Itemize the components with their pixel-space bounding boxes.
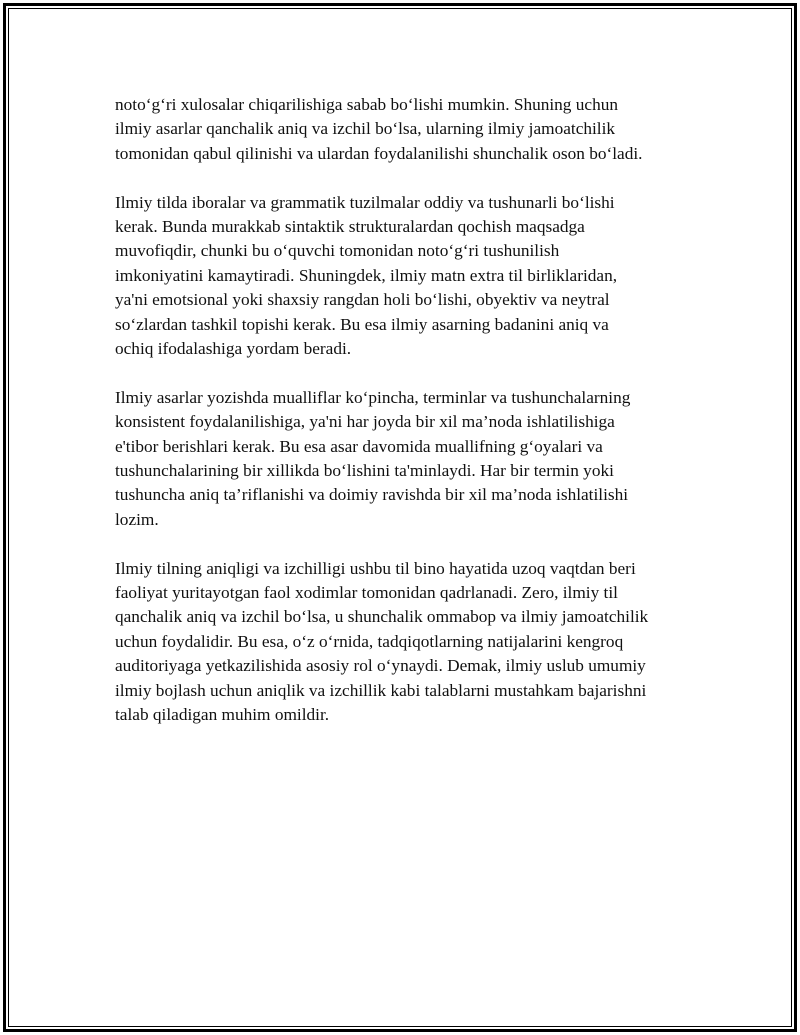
paragraph-3 xyxy=(115,386,695,532)
text-line: qanchalik aniq va izchil bo‘lsa, u shunchalik ommabop va ilmiy jamoatchilik xyxy=(115,607,649,627)
text-line: muvofiqdir, chunki bu o‘quvchi tomonidan noto‘g‘ri tushunilish xyxy=(115,241,560,261)
text-line: uchun foydalidir. Bu esa, o‘z o‘rnida, tadqiqotlarning natijalarini kengroq xyxy=(115,631,624,651)
text-line: auditoriyaga yetkazilishida asosiy rol o‘ynaydi. Demak, ilmiy uslub umumiy xyxy=(115,656,646,676)
text-line: tushuncha aniq ta’riflanishi va doimiy ravishda bir xil ma’noda ishlatilishi xyxy=(115,485,629,505)
text-line: Ilmiy tilda iboralar va grammatik tuzilmalar oddiy va tushunarli bo‘lishi xyxy=(115,192,615,212)
text-line: ochiq ifodalashiga yordam beradi. xyxy=(115,339,352,359)
text-line: imkoniyatini kamaytiradi. Shuningdek, ilmiy matn extra til birliklaridan, xyxy=(115,265,618,285)
text-line: tomonidan qabul qilinishi va ulardan foydalanilishi shunchalik oson bo‘ladi. xyxy=(115,143,643,163)
text-line: kerak. Bunda murakkab sintaktik strukturalardan qochish maqsadga xyxy=(115,217,585,237)
text-line: faoliyat yuritayotgan faol xodimlar tomonidan qadrlanadi. Zero, ilmiy til xyxy=(115,583,618,603)
text-line: ilmiy asarlar qanchalik aniq va izchil bo‘lsa, ularning ilmiy jamoatchilik xyxy=(115,119,616,139)
paragraph-4 xyxy=(115,557,695,728)
text-line: talab qiladigan muhim omildir. xyxy=(115,705,330,725)
text-line: Ilmiy tilning aniqligi va izchilligi ushbu til bino hayatida uzoq vaqtdan beri xyxy=(115,558,636,578)
document-body xyxy=(115,93,695,752)
text-line: so‘zlardan tashkil topishi kerak. Bu esa ilmiy asarning badanini aniq va xyxy=(115,314,609,334)
text-line: ya'ni emotsional yoki shaxsiy rangdan holi bo‘lishi, obyektiv va neytral xyxy=(115,290,610,310)
text-line: e'tibor berishlari kerak. Bu esa asar davomida muallifning g‘oyalari va xyxy=(115,436,603,456)
text-line: noto‘g‘ri xulosalar chiqarilishiga sabab bo‘lishi mumkin. Shuning uchun xyxy=(115,95,619,114)
paragraph-2 xyxy=(115,191,695,362)
text-line: ilmiy bojlash uchun aniqlik va izchillik kabi talablarni mustahkam bajarishni xyxy=(115,680,647,700)
paragraph-1 xyxy=(115,93,695,166)
text-line: konsistent foydalanilishiga, ya'ni har joyda bir xil ma’noda ishlatilishiga xyxy=(115,412,615,432)
text-line: tushunchalarining bir xillikda bo‘lishini ta'minlaydi. Har bir termin yoki xyxy=(115,461,614,481)
text-line: lozim. xyxy=(115,509,159,529)
text-line: Ilmiy asarlar yozishda mualliflar ko‘pincha, terminlar va tushunchalarning xyxy=(115,387,631,407)
